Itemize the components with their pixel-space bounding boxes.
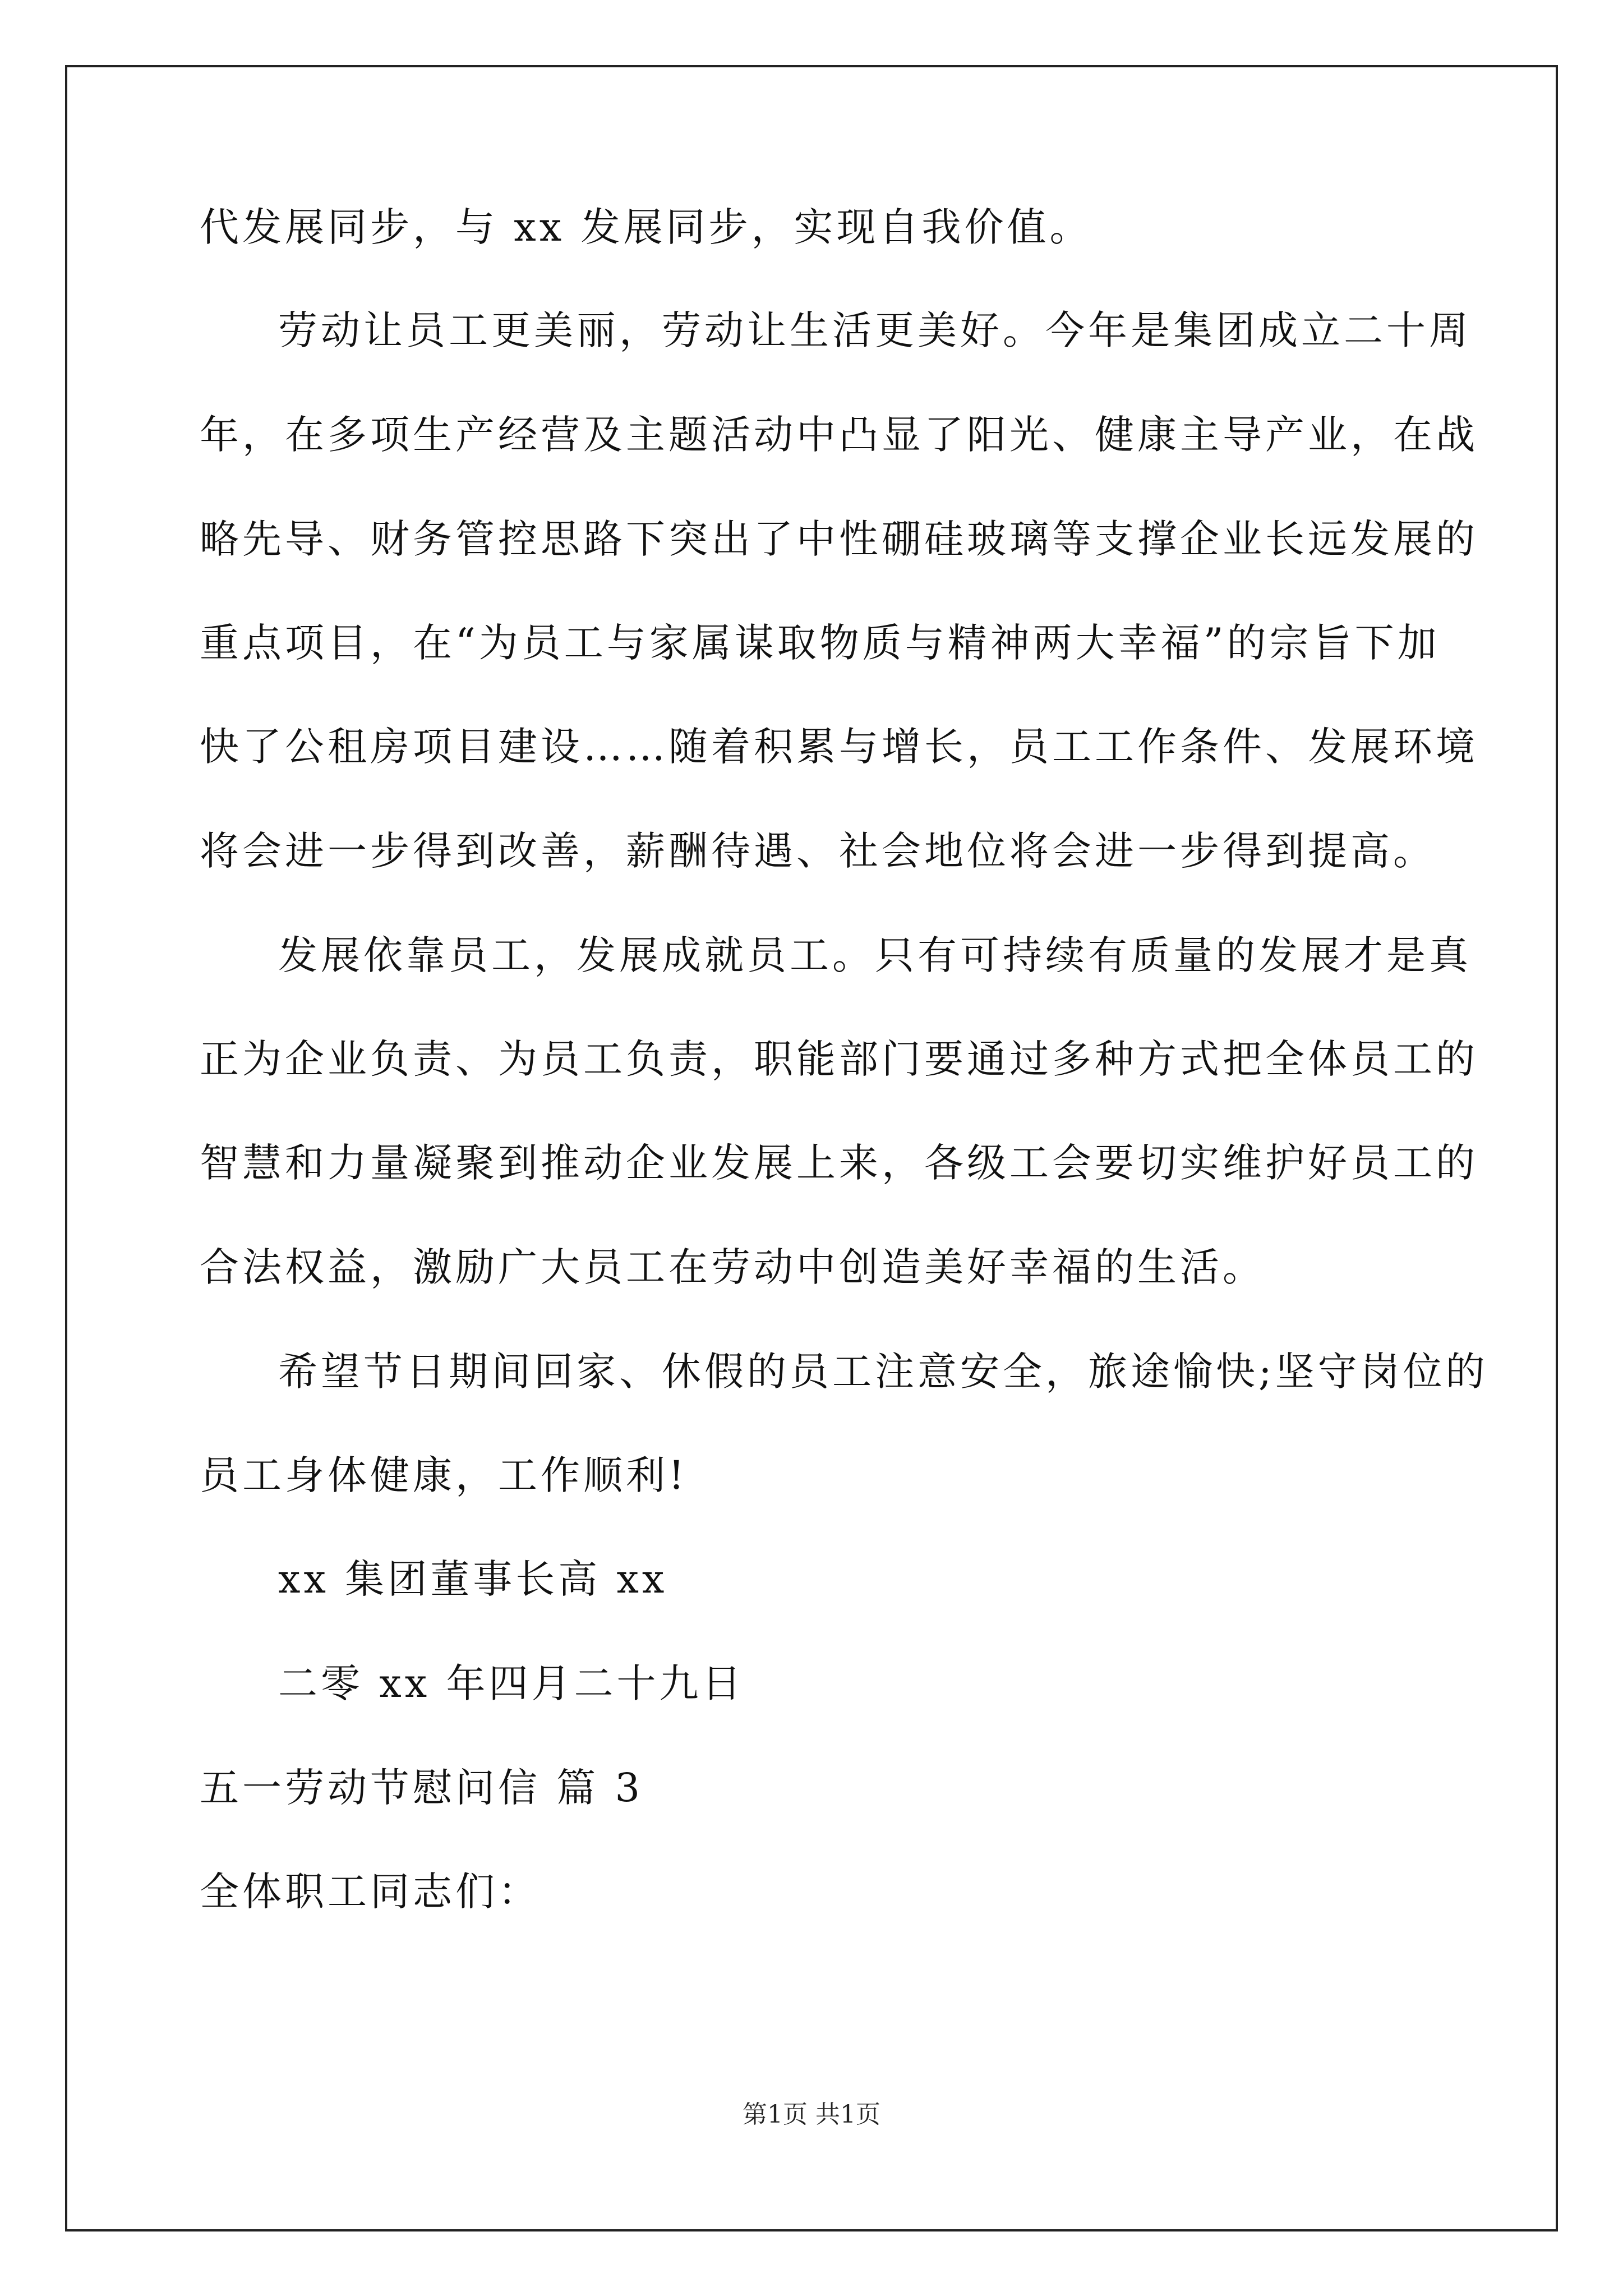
paragraph-line: 略先导、财务管控思路下突出了中性硼硅玻璃等支撑企业长远发展的 — [200, 516, 1478, 562]
paragraph-line: 正为企业负责、为员工负责，职能部门要通过多种方式把全体员工的 — [200, 1036, 1478, 1082]
section-heading: 五一劳动节慰问信 篇 3 — [200, 1765, 644, 1811]
paragraph-line: 希望节日期间回家、休假的员工注意安全，旅途愉快;坚守岗位的 — [278, 1349, 1488, 1395]
paragraph-line: 发展依靠员工，发展成就员工。只有可持续有质量的发展才是真 — [278, 932, 1472, 978]
salutation-line: 全体职工同志们： — [200, 1869, 541, 1915]
paragraph-line: 快了公租房项目建设……随着积累与增长，员工工作条件、发展环境 — [200, 724, 1478, 770]
date-line: 二零 xx 年四月二十九日 — [278, 1660, 745, 1706]
text-line: 代发展同步，与 xx 发展同步，实现自我价值。 — [200, 204, 1092, 250]
page-footer: 第1页 共1页 — [743, 2100, 880, 2129]
signature-line: xx 集团董事长高 xx — [278, 1556, 668, 1602]
paragraph-line: 劳动让员工更美丽，劳动让生活更美好。今年是集团成立二十周 — [278, 307, 1472, 353]
paragraph-line: 合法权益，激励广大员工在劳动中创造美好幸福的生活。 — [200, 1244, 1265, 1290]
paragraph-line: 员工身体健康，工作顺利! — [200, 1452, 688, 1498]
paragraph-line: 智慧和力量凝聚到推动企业发展上来，各级工会要切实维护好员工的 — [200, 1140, 1478, 1186]
paragraph-line: 将会进一步得到改善，薪酬待遇、社会地位将会进一步得到提高。 — [200, 828, 1436, 874]
paragraph-line: 年，在多项生产经营及主题活动中凸显了阳光、健康主导产业，在战 — [200, 412, 1478, 458]
paragraph-line: 重点项目，在“为员工与家属谋取物质与精神两大幸福”的宗旨下加 — [200, 620, 1440, 666]
